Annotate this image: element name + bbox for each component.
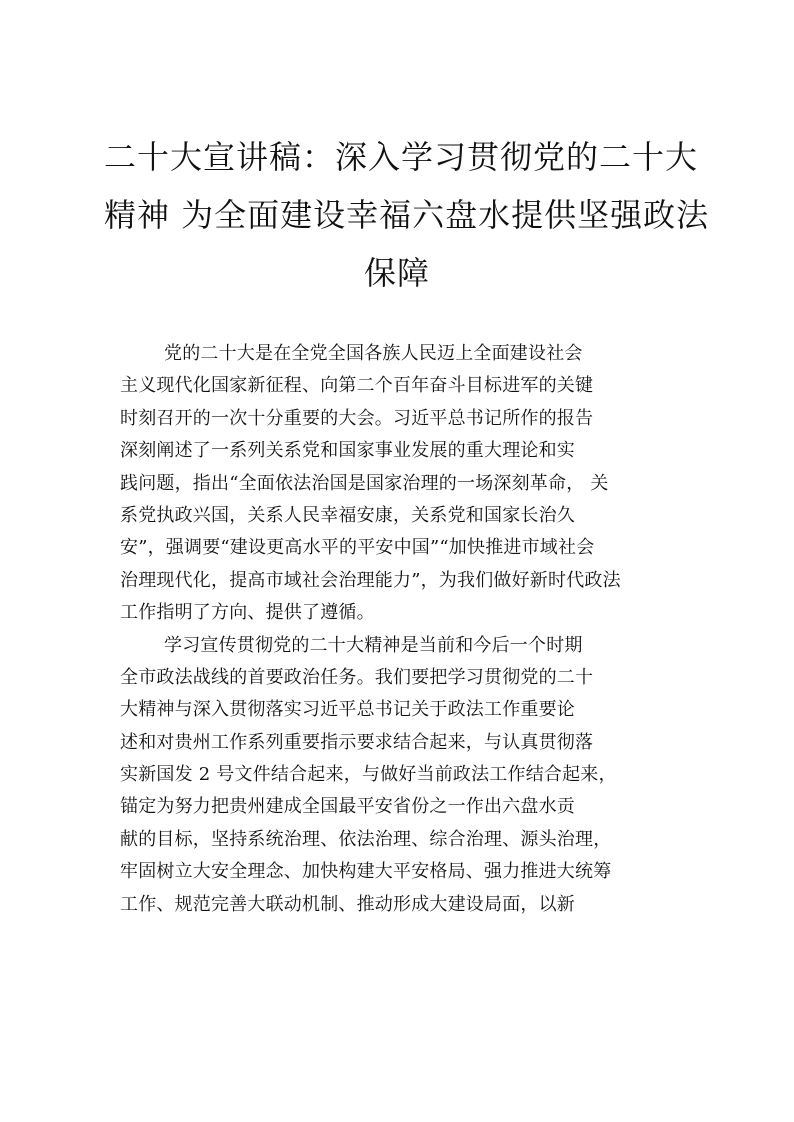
paragraph-line: 全市政法战线的首要政治任务。我们要把学习贯彻党的二十: [120, 666, 594, 688]
document-body: [120, 338, 680, 921]
paragraph-line: 大精神与深入贯彻落实习近平总书记关于政法工作重要论: [120, 699, 575, 721]
title-line-1: 二十大宣讲稿：深入学习贯彻党的二十大: [104, 138, 699, 176]
paragraph-line: 安”，强调要“建设更高水平的平安中国”“加快推进市域社会: [120, 537, 595, 559]
paragraph-line: 实新国发 2 号文件结合起来，与做好当前政法工作结合起来，: [120, 764, 617, 786]
paragraph-line: 献的目标，坚持系统治理、依法治理、综合治理、源头治理，: [120, 828, 612, 850]
paragraph-line: 系党执政兴国，关系人民幸福安康，关系党和国家长治久: [120, 504, 575, 526]
paragraph-line: 锚定为努力把贵州建成全国最平安省份之一作出六盘水贡: [120, 796, 575, 818]
paragraph-line: 主义现代化国家新征程、向第二个百年奋斗目标进军的关键: [120, 375, 594, 397]
paragraph-1: [120, 338, 680, 630]
paragraph-line: 治理现代化，提高市域社会治理能力”，为我们做好新时代政法: [120, 569, 621, 591]
paragraph-line: 践问题，指出“全面依法治国是国家治理的一场深刻革命， 关: [120, 472, 609, 494]
title-line-3: 保障: [363, 254, 430, 292]
paragraph-line: 深刻阐述了一系列关系党和国家事业发展的重大理论和实: [120, 440, 575, 462]
paragraph-line: 工作指明了方向、提供了遵循。: [120, 602, 375, 624]
paragraph-line: 工作、规范完善大联动机制、推动形成大建设局面，以新: [120, 893, 575, 915]
paragraph-line: 述和对贵州工作系列重要指示要求结合起来，与认真贯彻落: [120, 731, 594, 753]
paragraph-line: 党的二十大是在全党全国各族人民迈上全面建设社会: [164, 343, 583, 364]
document-title: [104, 128, 710, 302]
paragraph-line: 学习宣传贯彻党的二十大精神是当前和今后一个时期: [164, 634, 583, 656]
title-line-2: 精神 为全面建设幸福六盘水提供坚强政法: [104, 196, 710, 234]
paragraph-line: 时刻召开的一次十分重要的大会。习近平总书记所作的报告: [120, 407, 594, 429]
paragraph-2: [120, 630, 680, 922]
paragraph-line: 牢固树立大安全理念、加快构建大平安格局、强力推进大统筹: [120, 861, 612, 883]
